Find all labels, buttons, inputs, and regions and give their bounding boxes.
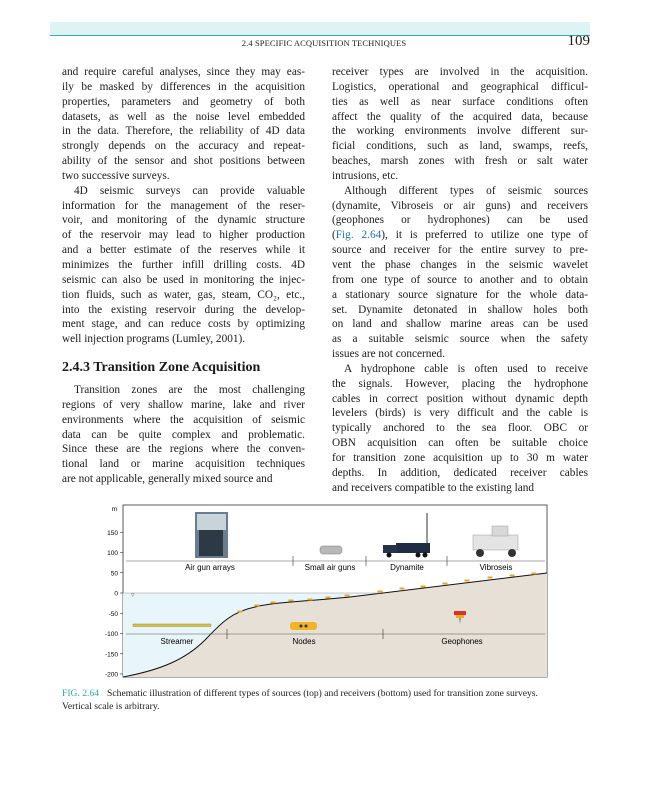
- paragraph-group: [62, 383, 305, 487]
- text-line: set. Dynamite detonated in shallow holes both: [332, 303, 588, 316]
- text-line: 4D seismic surveys can provide valuable: [74, 184, 305, 197]
- text-line: ficial conditions, such as land, swamps, reefs,: [332, 140, 588, 153]
- text-line: Transition zones are the most challenging: [74, 384, 305, 397]
- section-heading: 2.4.3 Transition Zone Acquisition: [62, 360, 261, 376]
- text-line: into the existing reservoir during the develop-: [62, 303, 305, 316]
- text-line: regions of very shallow marine, lake and river: [62, 398, 305, 411]
- text-line: on land and shallow marine areas can be used: [332, 318, 588, 331]
- text-line: ily be masked by differences in the acquisition: [62, 80, 305, 93]
- text-line: ability of the sensor and shot positions between: [62, 155, 305, 168]
- text-line: Although different types of seismic sources: [344, 184, 588, 197]
- source-label-air-gun-arrays: Air gun arrays: [185, 563, 235, 572]
- text-line: depths. In addition, dedicated receiver cables: [332, 466, 588, 479]
- text-line: from one type of source to another and to obtain: [332, 273, 588, 286]
- text-line: for transition zone acquisition up to 30 m water: [332, 451, 588, 464]
- small-air-gun-image: [320, 546, 342, 554]
- text-line: A hydrophone cable is often used to receive: [344, 362, 588, 375]
- y-tick-label: 100: [107, 550, 118, 557]
- source-label-dynamite: Dynamite: [390, 563, 424, 572]
- text-line: the signals. However, placing the hydrophone: [332, 377, 588, 390]
- text-line: typically anchored to the sea floor. OBC or: [332, 422, 588, 435]
- text-line: data can be quite complex and problematic.: [62, 428, 305, 441]
- text-line: and a better estimate of the reserves while it: [62, 244, 305, 257]
- node-marker: [532, 573, 537, 575]
- text-line: seismic can also be used in monitoring the injec-: [62, 273, 305, 286]
- node-marker: [488, 577, 493, 579]
- text-line: levelers (birds) is very difficult and the cable is: [332, 407, 588, 420]
- text-line: in the data. Therefore, the reliability of 4D data: [62, 125, 305, 138]
- text-line: tion fluids, such as water, gas, steam, CO₂, etc.,: [62, 288, 305, 301]
- receiver-label-streamer: Streamer: [160, 637, 194, 646]
- sea-level-icon: ▿: [131, 592, 135, 599]
- text-line: ties as well as near surface conditions often: [332, 95, 588, 108]
- text-line: well injection programs (Lumley, 2001).: [62, 333, 246, 346]
- node-marker: [510, 575, 515, 577]
- text-line: affect the quality of the acquired data, because: [332, 110, 588, 123]
- text-line: are not applicable, generally mixed source and: [62, 473, 273, 486]
- text-line: datasets, as well as the noise level embedded: [62, 110, 305, 123]
- receiver-label-nodes: Nodes: [292, 637, 316, 646]
- node-marker: [443, 583, 448, 585]
- streamer-cable: [133, 624, 211, 627]
- receiver-label-geophones: Geophones: [441, 637, 483, 646]
- text-line: Logistics, operational and geographical difficul-: [332, 80, 588, 93]
- text-line: as a suitable seismic source when the safety: [332, 333, 588, 346]
- text-line: (dynamite, Vibroseis or air guns) and receivers: [332, 199, 588, 212]
- y-tick-label: -200: [104, 671, 118, 679]
- page-number: 109: [567, 33, 590, 49]
- node-marker: [271, 602, 276, 604]
- text-line: (geophones or hydrophones) can be used: [332, 214, 588, 227]
- text-line: environments where the acquisition of seismic: [62, 413, 305, 426]
- left-column: [62, 65, 305, 487]
- text-line: (Fig. 2.64), it is preferred to utilize one type of: [332, 229, 588, 242]
- text-line: beaches, marsh zones with fresh or salt water: [332, 155, 588, 168]
- node-marker: [255, 605, 260, 607]
- text-line: and require careful analyses, since they may eas-: [62, 66, 305, 78]
- text-line: minimizes the further infill drilling costs. 4D: [62, 258, 305, 271]
- text-line: Since these are the regions where the conven-: [62, 443, 305, 456]
- node-marker: [238, 611, 243, 613]
- paragraph-group: [62, 65, 305, 347]
- figure-label[interactable]: FIG. 2.64: [62, 688, 100, 699]
- y-tick-label: -100: [104, 631, 118, 638]
- y-tick-label: 150: [107, 529, 118, 537]
- header-band: [50, 22, 590, 36]
- running-title: 2.4 SPECIFIC ACQUISITION TECHNIQUES: [241, 38, 407, 48]
- text-line: voir, and monitoring of the dynamic structure: [62, 214, 305, 227]
- text-line: information for the management of the reser-: [62, 199, 305, 212]
- node-marker: [326, 597, 331, 599]
- air-gun-array-image: [195, 512, 228, 558]
- source-label-small-air-guns: Small air guns: [304, 563, 356, 572]
- caption-text: Schematic illustration of different types of sources (top) and receivers (bottom) used for transition zone surveys.: [107, 688, 538, 699]
- right-column: [332, 65, 588, 495]
- figure-reference-link[interactable]: Fig. 2.64: [335, 229, 382, 242]
- text-line: the working environments involve different sur-: [332, 125, 588, 138]
- node-marker: [289, 600, 294, 602]
- text-line: properties, parameters and geometry of both: [62, 95, 305, 108]
- text-line: strongly depends on the accuracy and repeat-: [62, 140, 305, 153]
- text-line: issues are not concerned.: [332, 348, 445, 361]
- caption-text-2: Vertical scale is arbitrary.: [62, 701, 160, 712]
- node-marker: [465, 580, 470, 582]
- node-marker: [378, 591, 383, 593]
- text-line: a stationary source signature for the whole data-: [332, 288, 588, 301]
- node-marker: [345, 595, 350, 597]
- text-line: and receivers compatible to the existing land: [332, 481, 535, 494]
- text-line: ment stage, and can reduce costs by optimizing: [62, 318, 305, 331]
- y-unit-label: m: [111, 506, 117, 513]
- text-line: two successive surveys.: [62, 169, 170, 182]
- node-device-image: [290, 622, 317, 630]
- y-tick-label: 50: [110, 570, 118, 578]
- node-marker: [421, 586, 426, 588]
- node-marker: [308, 599, 313, 601]
- figure-transition-zone: [80, 500, 560, 682]
- text-line: intrusions, etc.: [332, 169, 399, 182]
- paragraph-group: [332, 65, 588, 495]
- text-line: source and receiver for the entire survey to pre-: [332, 244, 588, 257]
- text-line: of the reservoir may lead to higher production: [62, 229, 305, 242]
- y-tick-label: -50: [108, 610, 118, 618]
- text-line: vent the phase changes in the seismic wavelet: [332, 258, 588, 271]
- y-tick-label: -150: [104, 651, 118, 659]
- figure-caption: [62, 687, 590, 713]
- text-line: OBN acquisition can often be suitable choice: [332, 437, 588, 450]
- node-marker: [400, 588, 405, 590]
- y-tick-label: 0: [114, 590, 118, 598]
- source-label-vibroseis: Vibroseis: [479, 563, 513, 572]
- text-line: receiver types are involved in the acquisition.: [332, 66, 588, 78]
- text-line: cables in correct position without dynamic depth: [332, 392, 588, 405]
- text-line: tional land or marine acquisition techniques: [62, 458, 305, 471]
